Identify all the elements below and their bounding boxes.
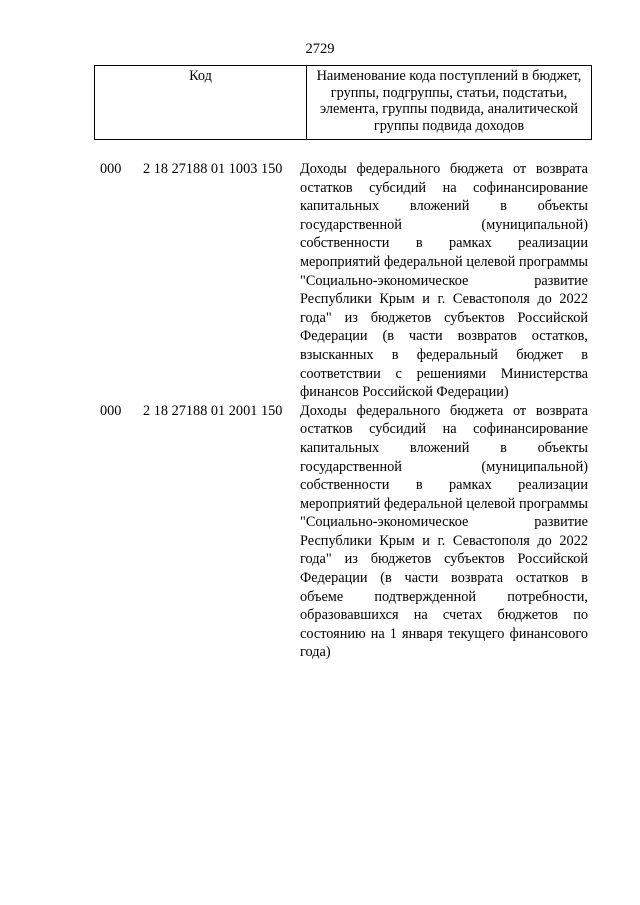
- admin-code: 000: [100, 161, 122, 177]
- list-item: [0, 402, 640, 662]
- header-name-cell: Наименование кода поступлений в бюджет, группы, подгруппы, статьи, подстатьи, элемента, группы подвида, аналитической группы подвида доходов: [307, 66, 592, 140]
- admin-code: 000: [100, 402, 122, 419]
- income-description: Доходы федерального бюджета от возврата остатков субсидий на софинансирование капитальных вложений в объекты государственной (муниципальной) собственности в рамках реализации мероприятий федеральной целевой программы "Социально-экономическое развитие Республики Крым и г. Севастополя до 2022 года" из бюджетов субъектов Российской Федерации (в части возвратов остатков, взысканных в федеральный бюджет в соответствии с решениями Министерства финансов Российской Федерации): [300, 161, 588, 401]
- header-table: [94, 65, 592, 140]
- header-row: [95, 66, 592, 140]
- income-code: 2 18 27188 01 2001 150: [143, 402, 283, 419]
- income-code-list: [0, 160, 640, 662]
- list-item: [0, 160, 640, 402]
- header-code-cell: Код: [95, 66, 307, 140]
- income-code: 2 18 27188 01 1003 150: [143, 161, 283, 177]
- income-description: Доходы федерального бюджета от возврата остатков субсидий на софинансирование капитальных вложений в объекты государственной (муниципальной) собственности в рамках реализации мероприятий федеральной целевой программы "Социально-экономическое развитие Республики Крым и г. Севастополя до 2022 года" из бюджетов субъектов Российской Федерации (в части возврата остатков в объеме подтвержденной потребности, образовавшихся на счетах бюджетов по состоянию на 1 января текущего финансового года): [300, 402, 588, 661]
- page-number: 2729: [305, 41, 335, 57]
